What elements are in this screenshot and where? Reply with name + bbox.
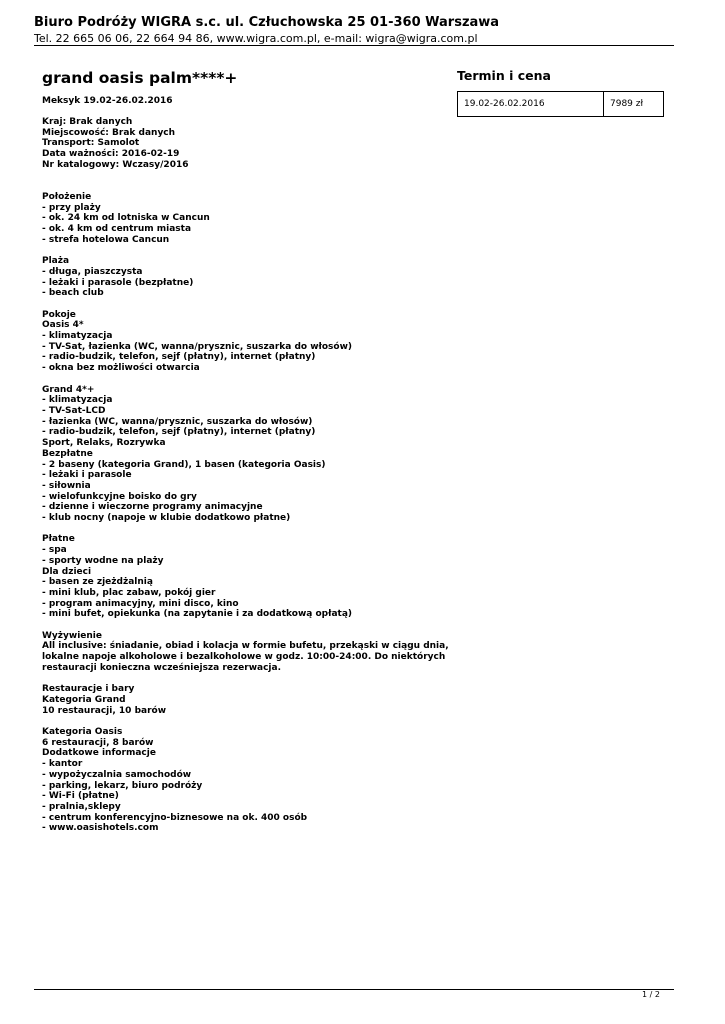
detail-line: Transport: Samolot — [42, 138, 140, 149]
description-line: - ok. 24 km od lotniska w Cancun — [42, 213, 210, 224]
description-line: Sport, Relaks, Rozrywka — [42, 438, 166, 449]
description-line: restauracji konieczna wcześniejsza rezerwacja. — [42, 662, 281, 673]
description-line: lokalne napoje alkoholowe i bezalkoholowe w godz. 10:00-24:00. Do niektórych — [42, 652, 446, 663]
description-line: - ok. 4 km od centrum miasta — [42, 224, 192, 235]
description-line: Pokoje — [42, 309, 76, 320]
description-line: Kategoria Grand — [42, 694, 126, 705]
description-line: Wyżywienie — [42, 630, 102, 641]
price-amount: 7989 zł — [604, 92, 664, 117]
price-date: 19.02-26.02.2016 — [458, 92, 604, 117]
description-line: - centrum konferencyjno-biznesowe na ok. 400 osób — [42, 812, 308, 823]
description-line: - spa — [42, 545, 67, 556]
description-line — [42, 299, 442, 310]
description-line — [42, 716, 442, 727]
description-line: - wypożyczalnia samochodów — [42, 769, 192, 780]
description-line — [42, 181, 442, 192]
offer-subtitle: Meksyk 19.02-26.02.2016 — [42, 96, 173, 106]
description-line — [42, 245, 442, 256]
offer-details — [42, 117, 442, 171]
description-line: - siłownia — [42, 480, 91, 491]
detail-line: Kraj: Brak danych — [42, 117, 133, 127]
description-line: - leżaki i parasole (bezpłatne) — [42, 277, 194, 288]
document-header — [34, 14, 674, 46]
description-line: - klimatyzacja — [42, 331, 113, 342]
description-line — [42, 620, 442, 631]
description-line — [42, 374, 442, 385]
description-line: - kantor — [42, 759, 83, 770]
price-table — [457, 91, 664, 117]
description-line: - www.oasishotels.com — [42, 823, 159, 834]
description-line: - TV-Sat, łazienka (WC, wanna/prysznic, suszarka do włosów) — [42, 341, 353, 352]
description-line — [42, 674, 442, 685]
description-line: Kategoria Oasis — [42, 727, 123, 738]
description-line: Płatne — [42, 534, 75, 545]
description-line: - długa, piaszczysta — [42, 266, 143, 277]
description-line: All inclusive: śniadanie, obiad i kolacja w formie bufetu, przekąski w ciągu dnia, — [42, 641, 449, 652]
description-line: Dodatkowe informacje — [42, 748, 156, 759]
offer-title: grand oasis palm****+ — [42, 69, 238, 87]
description-line: - basen ze zjeżdżalnią — [42, 577, 153, 588]
description-line: - Wi-Fi (płatne) — [42, 791, 119, 802]
description-line: - przy plaży — [42, 202, 101, 213]
pricing-title: Termin i cena — [457, 68, 551, 83]
description-line: 6 restauracji, 8 barów — [42, 737, 154, 748]
page-number: 1 / 2 — [642, 990, 660, 999]
description-line: - radio-budzik, telefon, sejf (płatny), internet (płatny) — [42, 427, 316, 438]
description-line: - TV-Sat-LCD — [42, 405, 106, 416]
company-contact: Tel. 22 665 06 06, 22 664 94 86, www.wigra.com.pl, e-mail: wigra@wigra.com.pl — [34, 32, 478, 45]
description-line: - mini klub, plac zabaw, pokój gier — [42, 587, 216, 598]
description-line: - beach club — [42, 288, 104, 299]
description-line: Restauracje i bary — [42, 684, 135, 695]
offer-column — [42, 68, 449, 834]
description-line: Plaża — [42, 256, 70, 267]
description-line: 10 restauracji, 10 barów — [42, 705, 167, 716]
description-line: - mini bufet, opiekunka (na zapytanie i za dodatkową opłatą) — [42, 609, 353, 620]
description-line — [42, 524, 442, 535]
description-line: - klub nocny (napoje w klubie dodatkowo płatne) — [42, 513, 291, 524]
description-line: - sporty wodne na plaży — [42, 555, 164, 566]
description-line: - radio-budzik, telefon, sejf (płatny), internet (płatny) — [42, 352, 316, 363]
description-line: - strefa hotelowa Cancun — [42, 234, 170, 245]
description-line: - okna bez możliwości otwarcia — [42, 363, 200, 374]
description-line — [42, 171, 442, 182]
description-line: - łazienka (WC, wanna/prysznic, suszarka do włosów) — [42, 416, 313, 427]
description-line: Bezpłatne — [42, 448, 93, 459]
description-line: - dzienne i wieczorne programy animacyjne — [42, 502, 263, 513]
footer-divider — [34, 989, 674, 990]
description-line: Położenie — [42, 191, 92, 202]
detail-line: Nr katalogowy: Wczasy/2016 — [42, 159, 189, 170]
description-line: - pralnia,sklepy — [42, 802, 121, 812]
offer-description — [42, 171, 449, 835]
description-line: - klimatyzacja — [42, 395, 113, 406]
detail-line: Miejscowość: Brak danych — [42, 127, 176, 138]
description-line: Dla dzieci — [42, 566, 92, 577]
description-line: - wielofunkcyjne boisko do gry — [42, 491, 197, 502]
description-line: - 2 baseny (kategoria Grand), 1 basen (kategoria Oasis) — [42, 459, 326, 470]
description-line: - leżaki i parasole — [42, 470, 132, 481]
description-line: - parking, lekarz, biuro podróży — [42, 780, 203, 791]
description-line: - program animacyjny, mini disco, kino — [42, 598, 239, 609]
company-name: Biuro Podróży WIGRA s.c. ul. Człuchowska 25 01-360 Warszawa — [34, 15, 500, 30]
pricing-column — [457, 68, 667, 109]
detail-line: Data ważności: 2016-02-19 — [42, 149, 180, 160]
header-divider — [34, 45, 674, 46]
description-line: Oasis 4* — [42, 320, 84, 331]
description-line: Grand 4*+ — [42, 384, 95, 395]
price-row — [458, 92, 664, 117]
